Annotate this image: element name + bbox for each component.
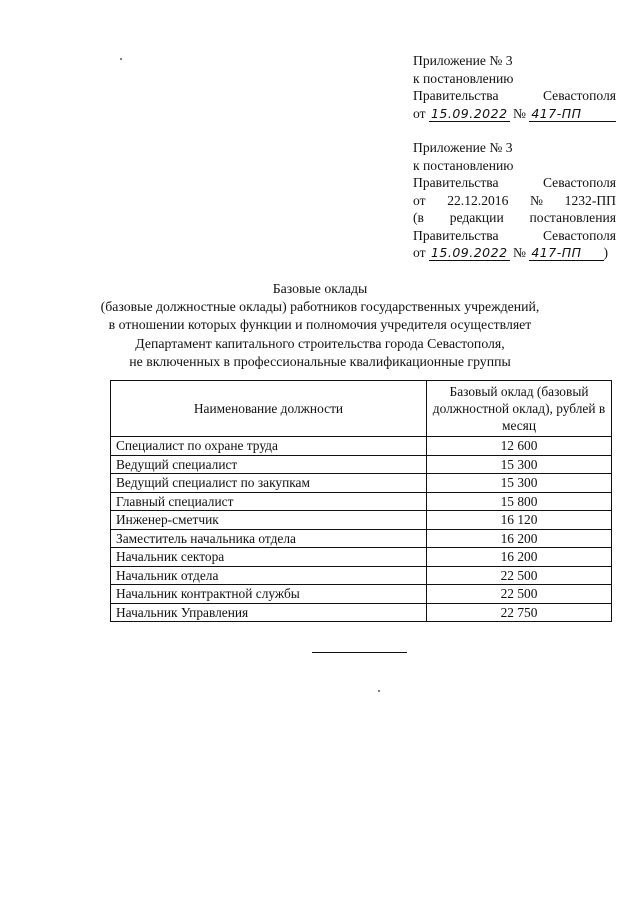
position-name: Заместитель начальника отдела [111, 529, 427, 548]
appendix-authority: Правительства Севастополя [413, 175, 616, 190]
position-name: Главный специалист [111, 492, 427, 511]
salary-value: 15 300 [427, 455, 612, 474]
appendix-edition-note: (в редакции постановления [413, 210, 616, 225]
salary-table [110, 380, 612, 622]
handwritten-number: 417-ПП [529, 245, 603, 261]
position-name: Инженер-сметчик [111, 511, 427, 530]
salary-value: 22 500 [427, 566, 612, 585]
appendix-title: Приложение № 3 [413, 53, 513, 68]
salary-value: 15 800 [427, 492, 612, 511]
salary-value: 22 500 [427, 585, 612, 604]
position-name: Начальник Управления [111, 603, 427, 622]
table-row [111, 455, 612, 474]
salary-value: 16 120 [427, 511, 612, 530]
table-row [111, 437, 612, 456]
salary-value: 22 750 [427, 603, 612, 622]
title-line-3: в отношении которых функции и полномочия учредителя осуществляет [108, 317, 532, 333]
position-name: Ведущий специалист по закупкам [111, 474, 427, 493]
appendix-original [413, 139, 616, 262]
appendix-authority: Правительства Севастополя [413, 88, 616, 103]
table-row [111, 566, 612, 585]
table-row [111, 511, 612, 530]
title-line-4: Департамент капитального строительства города Севастополя, [135, 335, 505, 351]
document-title [60, 280, 580, 371]
appendix-current [413, 52, 616, 122]
table-row [111, 603, 612, 622]
title-line-1: Базовые оклады [272, 281, 368, 296]
appendix-date-line: от 15.09.2022 № 417-ПП ) [413, 245, 609, 260]
position-name: Начальник контрактной службы [111, 585, 427, 604]
table-header-row [111, 381, 612, 437]
appendix-ref: к постановлению [413, 70, 514, 86]
header-position: Наименование должности [111, 381, 427, 437]
position-name: Начальник отдела [111, 566, 427, 585]
salary-value: 16 200 [427, 548, 612, 567]
handwritten-date: 15.09.2022 [430, 245, 508, 260]
position-name: Начальник сектора [111, 548, 427, 567]
salary-value: 12 600 [427, 437, 612, 456]
salary-value: 15 300 [427, 474, 612, 493]
title-line-5: не включенных в профессиональные квалификационные группы [129, 353, 511, 369]
scan-speck [378, 690, 380, 692]
handwritten-number: 417-ПП [531, 105, 582, 121]
handwritten-date: 15.09.2022 [430, 105, 508, 121]
appendix-ref: к постановлению [413, 157, 514, 173]
position-name: Ведущий специалист [111, 455, 427, 474]
table-row [111, 585, 612, 604]
appendix-title: Приложение № 3 [413, 140, 513, 155]
appendix-date-line: от 15.09.2022 № 417-ПП [413, 105, 616, 123]
table-row [111, 492, 612, 511]
appendix-original-date: от 22.12.2016 № 1232-ПП [413, 192, 616, 208]
table-row [111, 529, 612, 548]
appendix-authority-2: Правительства Севастополя [413, 227, 616, 243]
position-name: Специалист по охране труда [111, 437, 427, 456]
header-salary: Базовый оклад (базовый должностной оклад), рублей в месяц [427, 381, 612, 437]
table-row [111, 474, 612, 493]
scan-speck [120, 58, 122, 60]
salary-value: 16 200 [427, 529, 612, 548]
end-rule [312, 652, 407, 653]
title-line-2: (базовые должностные оклады) работников государственных учреждений, [100, 299, 540, 315]
table-row [111, 548, 612, 567]
